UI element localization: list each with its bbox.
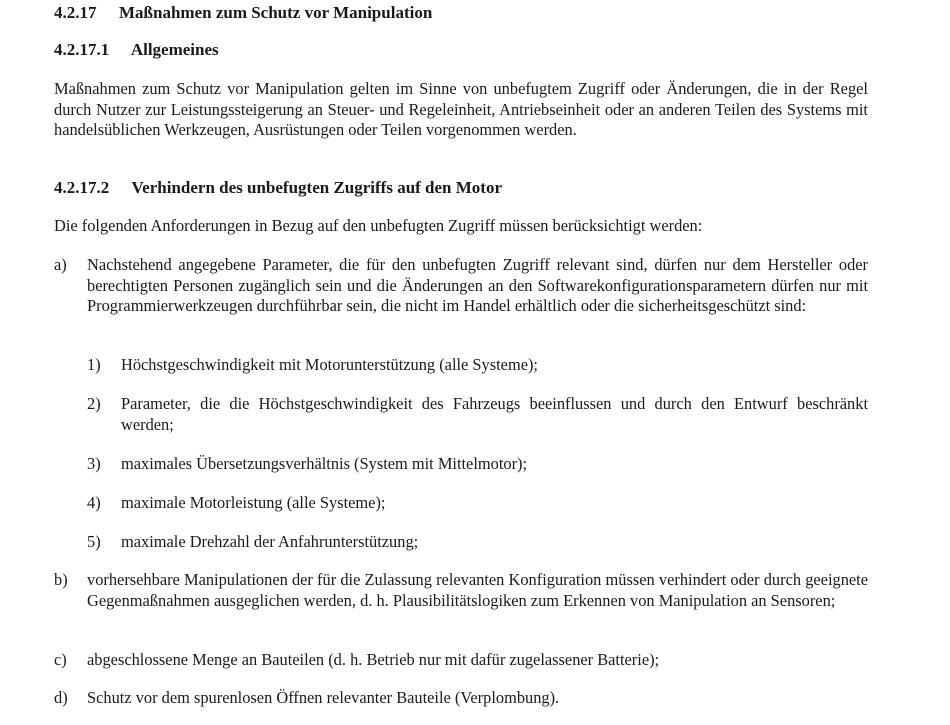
sub-item-label: 2)	[87, 394, 101, 413]
sub-item-label: 1)	[87, 355, 101, 374]
list-item-label: b)	[54, 570, 68, 589]
list-item-text: Nachstehend angegebene Parameter, die für den unbefugten Zugriff relevant sind, dürfen nur dem Hersteller oder berechtigten Personen zugänglich sein und die Änderungen an den Softwarekonfigurationsparametern dürfen nur mit Programmierwerkzeugen durchführbar sein, die nicht im Handel erhältlich oder die sicherheitsgeschützt sind:	[87, 255, 868, 315]
list-item-a	[54, 255, 868, 317]
sub-item-text: maximale Motorleistung (alle Systeme);	[121, 493, 386, 512]
section-title: Maßnahmen zum Schutz vor Manipulation	[119, 3, 433, 22]
sub-item-text: maximale Drehzahl der Anfahrunterstützung;	[121, 532, 419, 551]
section-heading	[54, 3, 432, 23]
sub-item-text: maximales Übersetzungsverhältnis (System mit Mittelmotor);	[121, 454, 528, 473]
list-item-label: c)	[54, 650, 67, 669]
list-item-label: a)	[54, 255, 67, 274]
sub-item-4	[87, 493, 868, 514]
subsection-title-2: Verhindern des unbefugten Zugriffs auf den Motor	[131, 178, 503, 197]
list-item-b	[54, 570, 868, 611]
paragraph-intro: Die folgenden Anforderungen in Bezug auf den unbefugten Zugriff müssen berücksichtigt werden:	[54, 216, 703, 235]
sub-item-3	[87, 454, 868, 475]
list-item-c	[54, 650, 868, 671]
paragraph-allgemeines: Maßnahmen zum Schutz vor Manipulation gelten im Sinne von unbefugtem Zugriff oder Änderungen, die in der Regel durch Nutzer zur Leistungssteigerung an Steuer- und Regeleinheit, Antriebseinheit oder an anderen Teilen des Systems mit handelsüblichen Werkzeugen, Ausrüstungen oder Teilen vorgenommen werden.	[54, 79, 868, 139]
sub-item-text: Höchstgeschwindigkeit mit Motorunterstützung (alle Systeme);	[121, 355, 538, 374]
subsection-heading-1	[54, 40, 219, 60]
list-item-text: vorhersehbare Manipulationen der für die Zulassung relevanten Konfiguration müssen verhindert oder durch geeignete Gegenmaßnahmen ausgeglichen werden, d. h. Plausibilitätslogiken zum Erkennen von Manipulation an Sensoren;	[87, 570, 868, 610]
section-number: 4.2.17	[54, 3, 97, 22]
subsection-heading-2	[54, 178, 502, 198]
sub-item-5	[87, 532, 868, 553]
sub-item-label: 3)	[87, 454, 101, 473]
list-item-text: abgeschlossene Menge an Bauteilen (d. h. Betrieb nur mit dafür zugelassener Batterie);	[87, 650, 660, 669]
sub-item-label: 4)	[87, 493, 101, 512]
sub-item-label: 5)	[87, 532, 101, 551]
subsection-title-1: Allgemeines	[130, 40, 219, 59]
sub-item-2	[87, 394, 868, 435]
subsection-number-1: 4.2.17.1	[54, 40, 110, 59]
list-item-text: Schutz vor dem spurenlosen Öffnen relevanter Bauteile (Verplombung).	[87, 688, 560, 707]
list-item-d	[54, 688, 868, 709]
subsection-number-2: 4.2.17.2	[54, 178, 110, 197]
list-item-label: d)	[54, 688, 68, 707]
sub-item-text: Parameter, die die Höchstgeschwindigkeit des Fahrzeugs beeinflussen und durch den Entwurf beschränkt werden;	[121, 394, 868, 434]
sub-item-1	[87, 355, 868, 376]
